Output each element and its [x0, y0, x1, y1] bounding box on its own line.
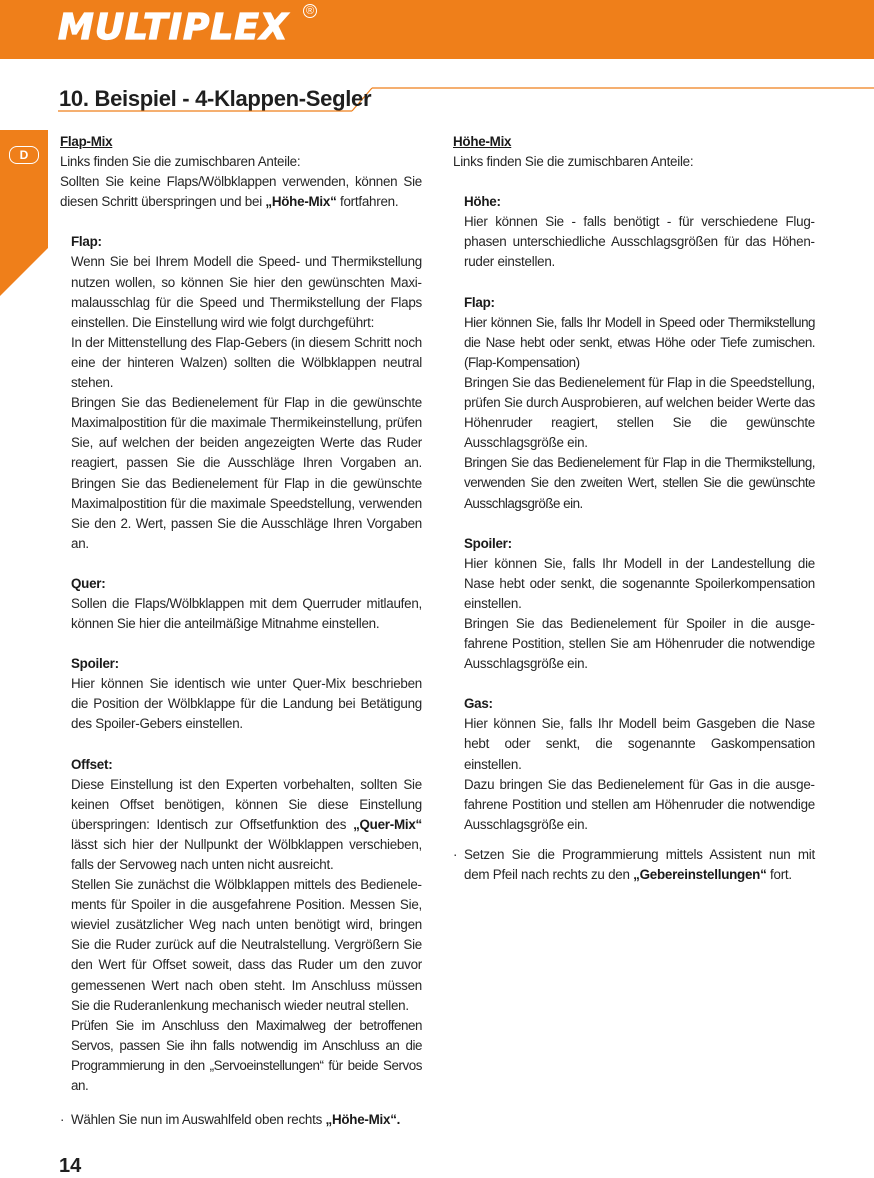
right-column [453, 132, 815, 885]
text-run: Setzen Sie die Programmierung mittels Assistent nun mit dem Pfeil nach rechts zu den [464, 846, 815, 882]
right-spoiler-heading: Spoiler: [464, 535, 512, 551]
offset-paragraph-3: Prüfen Sie im Anschluss den Maximalweg der betroffenen Servos, passen Sie ihn falls notwendig im Anschluss an die Programmierung in den „Servoeinstellungen“ für beide Servos an. [71, 1017, 422, 1094]
right-spoiler-block [464, 534, 815, 675]
gas-paragraph-2: Dazu bringen Sie das Bedienelement für Gas in die ausgefahrene Postition und stellen am Höhenruder die notwendige Ausschlagsgröße ein. [464, 776, 815, 832]
left-intro-1: Links finden Sie die zumischbaren Anteile: [60, 154, 301, 170]
hoehe-mix-heading: Höhe-Mix [453, 134, 512, 149]
bullet-dot: · [60, 1112, 65, 1128]
page-title: 10. Beispiel - 4-Klappen-Segler [59, 86, 372, 111]
offset-heading: Offset: [71, 756, 113, 772]
quer-block [71, 574, 422, 634]
offset-block [71, 755, 422, 1097]
hoehe-heading: Höhe: [464, 194, 501, 210]
page-number: 14 [59, 1155, 82, 1177]
flap-heading: Flap: [71, 234, 102, 250]
right-flap-paragraph-2: Bringen Sie das Bedienelement für Flap in die Speedstellung, prüfen Sie durch Ausprobieren, auf welchen beider Werte das Höhenruder reagiert, stellen Sie die gewünschte Ausschlagsgröße ein. [464, 374, 815, 451]
hoehe-block [464, 192, 815, 272]
right-spoiler-paragraph-2: Bringen Sie das Bedienelement für Spoiler in die ausgefahrene Postition, stellen Sie am Höhenruder die notwendige Ausschlagsgröße ein. [464, 615, 815, 672]
bullet-dot: · [453, 846, 458, 862]
left-column [60, 132, 422, 1130]
gas-heading: Gas: [464, 696, 493, 712]
hoehe-mix-ref: „Höhe-Mix“. [325, 1112, 401, 1128]
right-flap-block [464, 293, 815, 514]
right-intro-1: Links finden Sie die zumischbaren Anteile: [453, 154, 694, 170]
header-bar [0, 0, 874, 59]
left-bullet [60, 1110, 422, 1130]
language-badge: D [9, 146, 39, 164]
left-intro-2 [60, 172, 422, 212]
flap-block [71, 232, 422, 554]
right-flap-paragraph-3: Bringen Sie das Bedienelement für Flap in die Thermikstellung, verwenden Sie den zweiten Wert, stellen Sie die gewünschte Ausschlagsgröße ein. [464, 455, 815, 511]
text-run: Diese Einstellung ist den Experten vorbehalten, sollten Sie keinen Offset benötigen, können Sie diese Einstellung überspringen: Identisch zur Offsetfunktion des [71, 776, 422, 832]
quer-mix-ref: „Quer-Mix“ [353, 816, 422, 832]
right-spoiler-paragraph-1: Hier können Sie, falls Ihr Modell in der Landestellung die Nase hebt oder senkt, die sogenannte Spoilerkompensation einstellen. [464, 555, 815, 611]
right-flap-paragraph-1: Hier können Sie, falls Ihr Modell in Speed oder Thermikstellung die Nase hebt oder senkt, etwas Höhe oder Tiefe zumischen. (Flap-Kompensation) [464, 314, 815, 370]
spoiler-heading: Spoiler: [71, 656, 119, 672]
flap-mix-heading: Flap-Mix [60, 134, 113, 149]
text-run: Wählen Sie nun im Auswahlfeld oben rechts [71, 1112, 326, 1128]
text-run: fortfahren. [336, 194, 399, 210]
left-bullet-text [71, 1110, 400, 1130]
right-bullet-text [464, 845, 815, 885]
text-run: fort. [766, 867, 792, 882]
spoiler-paragraph: Hier können Sie identisch wie unter Quer-Mix beschrieben die Position der Wölbklappe für die Landung bei Betätigung des Spoiler-Gebers einstellen. [71, 676, 422, 732]
gas-paragraph-1: Hier können Sie, falls Ihr Modell beim Gasgeben die Nase hebt oder senkt, die sogenannte Gaskompensation einstellen. [464, 716, 815, 772]
offset-paragraph-1 [71, 775, 422, 875]
section-title-area [0, 78, 874, 118]
quer-paragraph: Sollen die Flaps/Wölbklappen mit dem Querruder mitlaufen, können Sie hier die anteilmäßige Mitnahme einstellen. [71, 595, 422, 632]
gas-block [464, 694, 815, 835]
flap-paragraph-2: In der Mittenstellung des Flap-Gebers (in diesem Schritt noch eine der hinteren Walzen) sollten die Wölbklappen neutral stehen. [71, 334, 422, 391]
flap-paragraph-1: Wenn Sie bei Ihrem Modell die Speed- und Thermikstellung nutzen wollen, so können Sie hier den gewünschten Maximalausschlag für die Speed und Thermikstellung der Flaps einstellen. Die Einstellung wird wie folgt durchgeführt: [71, 254, 422, 330]
quer-heading: Quer: [71, 575, 106, 591]
multiplex-logo [58, 5, 315, 50]
gebereinstellungen-ref: „Gebereinstellungen“ [633, 867, 767, 882]
logo-text: MULTIPLEX [58, 7, 289, 48]
spoiler-block [71, 654, 422, 734]
text-run: lässt sich hier der Nullpunkt der Wölbklappen verschieben, falls der Servoweg nach unten nicht ausreicht. [71, 836, 422, 872]
right-bullet [453, 845, 815, 885]
hoehe-paragraph: Hier können Sie - falls benötigt - für verschiedene Flugphasen unterschiedliche Ausschlagsgrößen für das Höhenruder einstellen. [464, 214, 815, 270]
text-run: Sollten Sie keine Flaps/Wölbklappen verwenden, können Sie diesen Schritt überspringen und bei [60, 174, 422, 210]
hoehe-mix-ref: „Höhe-Mix“ [265, 194, 337, 210]
flap-paragraph-3: Bringen Sie das Bedienelement für Flap in die gewünschte Maximalpostition für die maximale Thermikeinstellung, prüfen Sie, auf welchen der beiden angezeigten Werte das Ruder reagiert, passen Sie die Ausschläge Ihren Vorgaben an. Bringen Sie das Bedienelement für Flap in die gewünschte Maximalpostition für die maximale Speedstellung, verwenden Sie den 2. Wert, passen Sie die Ausschläge Ihren Vorgaben an. [71, 395, 422, 551]
offset-paragraph-2: Stellen Sie zunächst die Wölbklappen mittels des Bedienelements für Spoiler in die ausgefahrene Position. Messen Sie, wieviel zusätzlicher Weg nach unten benötigt wird, bringen Sie die Ruder zurück auf die Neutralstellung. Vergrößern Sie den Wert für Offset soweit, dass das Ruder um den zuvor gemessenen Wert nach oben steht. Im Anschluss müssen Sie die Ruderanlenkung mechanisch wieder neutral stellen. [71, 877, 422, 1013]
right-flap-heading: Flap: [464, 294, 495, 310]
registered-mark: ® [303, 4, 317, 18]
